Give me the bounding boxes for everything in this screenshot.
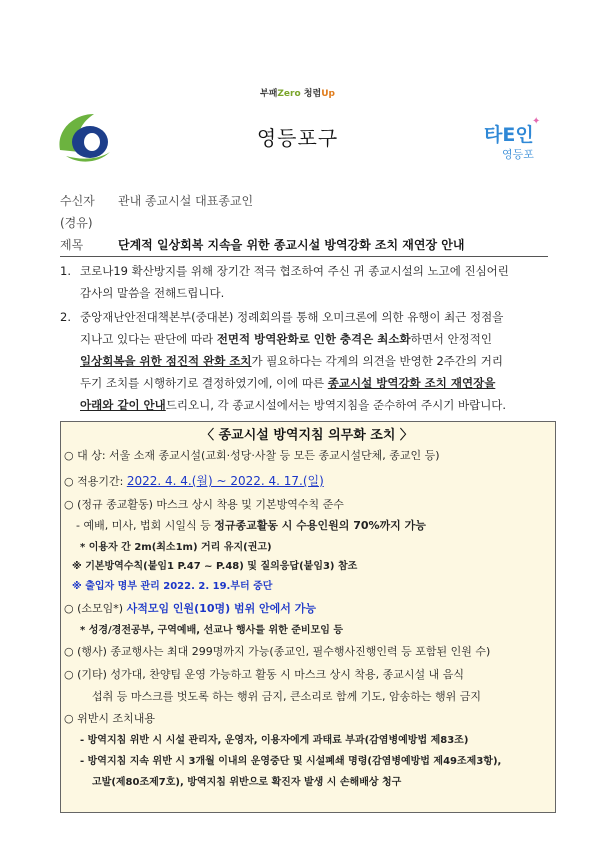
organization-title: 영등포구	[256, 126, 339, 150]
small-group-row: ○ (소모임*) 사적모임 인원(10명) 범위 안에서 가능	[64, 602, 317, 615]
subject-label: 제목	[60, 238, 84, 252]
slogan: 부패Zero 청렴Up	[260, 89, 335, 99]
violation-row: ○ 위반시 조치내용	[64, 712, 155, 725]
recipient-line	[60, 192, 253, 209]
via-label: (경유)	[60, 216, 93, 230]
suspension-note-cont: 고발(제80조제7호), 방역지침 위반으로 확진자 발생 시 손해배상 청구	[92, 777, 402, 788]
capacity-row: - 예배, 미사, 법회 시일식 등 정규종교활동 시 수용인원의 70%까지 가능	[76, 519, 426, 532]
other-row: ○ (기타) 성가대, 찬양팀 운영 가능하고 활동 시 마스크 상시 착용, 종교시설 내 음식	[64, 668, 465, 681]
fine-note: - 방역지침 위반 시 시설 관리자, 운영자, 이용자에게 과태료 부과(감염병예방법 제83조)	[80, 735, 469, 746]
subject-line	[60, 236, 464, 253]
paragraph-2: 2. 중앙재난안전대책본부(중대본) 정례회의를 통해 오미크론에 의한 유행이 최근 정점을 지나고 있다는 판단에 따라 전면적 방역완화로 인한 충격은 최소화하면서 안정적인 일상회복을 위한 점진적 완화 조치가 필요하다는 각계의 의견을 반영한 2주간의 거리 두기 조치를 시행하기로 결정하였기에, 이에 따른 종교시설 방역강화 조치 재연장을 아래와 같이 안내드리오니, 각 종교시설에서는 방역지침을 준수하여 주시기 바랍니다.	[60, 310, 507, 412]
brand-logo-subtext: 영등포	[502, 148, 534, 161]
event-row: ○ (행사) 종교행사는 최대 299명까지 가능(종교인, 필수행사진행인력 등 포함된 인원 수)	[64, 645, 491, 658]
small-group-note: * 성경/경전공부, 구역예배, 선교나 행사를 위한 준비모임 등	[80, 625, 344, 636]
suspension-note: - 방역지침 지속 위반 시 3개월 이내의 운영중단 및 시설폐쇄 명령(감염병예방법 제49조제3항),	[80, 756, 502, 767]
distance-note: * 이용자 간 2m(최소1m) 거리 유지(권고)	[80, 542, 272, 553]
recipient-value: 관내 종교시설 대표종교인	[118, 194, 254, 208]
recipient-label: 수신자	[60, 194, 95, 208]
period-row: ○ 적용기간: 2022. 4. 4.(월) ~ 2022. 4. 17.(일)	[64, 474, 324, 488]
other-row-cont: 섭취 등 마스크를 벗도록 하는 행위 금지, 큰소리로 함께 기도, 암송하는 행위 금지	[92, 690, 481, 703]
reference-note: ※ 기본방역수칙(붙임1 P.47 ~ P.48) 및 질의응답(붙임3) 참조	[72, 561, 358, 572]
regular-activity-row: ○ (정규 종교활동) 마스크 상시 착용 및 기본방역수칙 준수	[64, 498, 344, 511]
guideline-box-title: 〈 종교시설 방역지침 의무화 조치 〉	[201, 428, 413, 443]
subject-value: 단계적 일상회복 지속을 위한 종교시설 방역강화 조치 재연장 안내	[118, 238, 465, 252]
brand-logo-text: 타E인	[484, 124, 534, 146]
brand-logo	[482, 116, 552, 168]
paragraph-1: 1. 코로나19 확산방지를 위해 장기간 적극 협조하여 주신 귀 종교시설의 노고에 진심어린 감사의 말씀을 전해드립니다.	[60, 264, 509, 300]
subject-divider	[60, 256, 548, 257]
sparkle-icon: ✦	[532, 116, 541, 127]
target-row: ○ 대 상: 서울 소재 종교시설(교회·성당·사찰 등 모든 종교시설단체, 종교인 등)	[64, 449, 440, 462]
visitor-log-note: ※ 출입자 명부 관리 2022. 2. 19.부터 중단	[72, 581, 273, 592]
